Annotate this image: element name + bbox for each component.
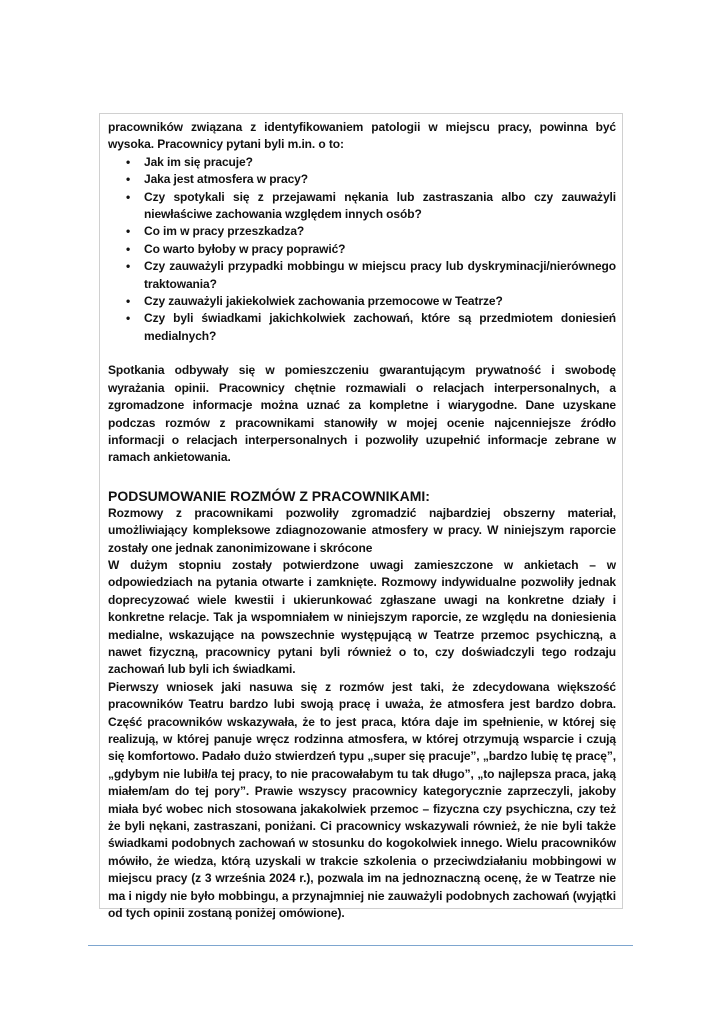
list-item: • Czy zauważyli przypadki mobbingu w miejscu pracy lub dyskryminacji/nierównego traktowania? — [144, 258, 616, 293]
spacer — [108, 345, 616, 362]
list-item: • Co im w pracy przeszkadza? — [144, 223, 616, 240]
summary-paragraph: W dużym stopniu zostały potwierdzone uwagi zamieszczone w ankietach – w odpowiedziach na pytania otwarte i zamknięte. Rozmowy indywidualne pozwoliły jednak doprecyzować wiele kwestii i ukierunkować zgłaszane uwagi na konkretne działy i konkretne relacje. Tak ja wspomniałem w niniejszym raporcie, ze względu na doniesienia medialne, wskazujące na powszechnie występującą w Teatrze przemoc psychiczną, a nawet fizyczną, pracownicy pytani byli również o to, czy doświadczyli tego rodzaju zachowań lub byli ich świadkami. — [108, 557, 616, 677]
list-item: • Czy spotykali się z przejawami nękania lub zastraszania albo czy zauważyli niewłaściwe zachowania względem innych osób? — [144, 189, 616, 224]
spacer — [108, 467, 616, 487]
question-list — [108, 154, 616, 345]
summary-paragraph: Pierwszy wniosek jaki nasuwa się z rozmów jest taki, że zdecydowana większość pracowników Teatru bardzo lubi swoją pracę i uważa, że atmosfera jest bardzo dobra. Część pracowników wskazywała, że to jest praca, która daje im spełnienie, w której się realizują, w której panuje wręcz rodzinna atmosfera, w której otrzymują wsparcie i czują się komfortowo. Padało dużo stwierdzeń typu „super się pracuje”, „bardzo lubię tę pracę”, „gdybym nie lubił/a tej pracy, to nie pracowałabym tu tak długo”, „to najlepsza praca, jaką miałem/am do tej pory”. Prawie wszyscy pracownicy kategorycznie zaprzeczyli, jakoby miała być wobec nich stosowana jakakolwiek przemoc – fizyczna czy psychiczna, czy też że byli nękani, zastraszani, poniżani. Ci pracownicy wskazywali również, że nie byli także świadkami podobnych zachowań w stosunku do kogokolwiek innego. Wielu pracowników mówiło, że wiedza, którą uzyskali w trakcie szkolenia o przeciwdziałaniu mobbingowi w miejscu pracy (z 3 września 2024 r.), pozwala im na jednoznaczną ocenę, że w Teatrze nie ma i nigdy nie było mobbingu, a przynajmniej nie zauważyli podobnych zachowań (wyjątki od tych opinii zostaną poniżej omówione). — [108, 679, 616, 921]
list-item: • Czy byli świadkami jakichkolwiek zachowań, które są przedmiotem doniesień medialnych? — [144, 310, 616, 345]
intro-paragraph: pracowników związana z identyfikowaniem patologii w miejscu pracy, powinna być wysoka. Pracownicy pytani byli m.in. o to: — [108, 120, 616, 152]
document-content-box — [99, 113, 623, 921]
list-item: • Jaka jest atmosfera w pracy? — [144, 171, 616, 188]
list-item: • Czy zauważyli jakiekolwiek zachowania przemocowe w Teatrze? — [144, 293, 616, 310]
summary-paragraph: Rozmowy z pracownikami pozwoliły zgromadzić najbardziej obszerny materiał, umożliwiający kompleksowe zdiagnozowanie atmosfery w pracy. W niniejszym raporcie zostały one jednak zanonimizowane i skrócone — [108, 505, 616, 555]
list-item: • Co warto byłoby w pracy poprawić? — [144, 241, 616, 258]
section-heading: PODSUMOWANIE ROZMÓW Z PRACOWNIKAMI: — [108, 487, 430, 504]
list-item: • Jak im się pracuje? — [144, 154, 616, 171]
meetings-paragraph: Spotkania odbywały się w pomieszczeniu gwarantującym prywatność i swobodę wyrażania opinii. Pracownicy chętnie rozmawiali o relacjach interpersonalnych, a zgromadzone informacje można uznać za kompletne i wiarygodne. Dane uzyskane podczas rozmów z pracownikami stanowiły w mojej ocenie najcenniejsze źródło informacji o relacjach interpersonalnych i pozwoliły uzupełnić informacje zebrane w ramach ankietowania. — [108, 363, 616, 465]
footer-divider — [88, 945, 633, 946]
